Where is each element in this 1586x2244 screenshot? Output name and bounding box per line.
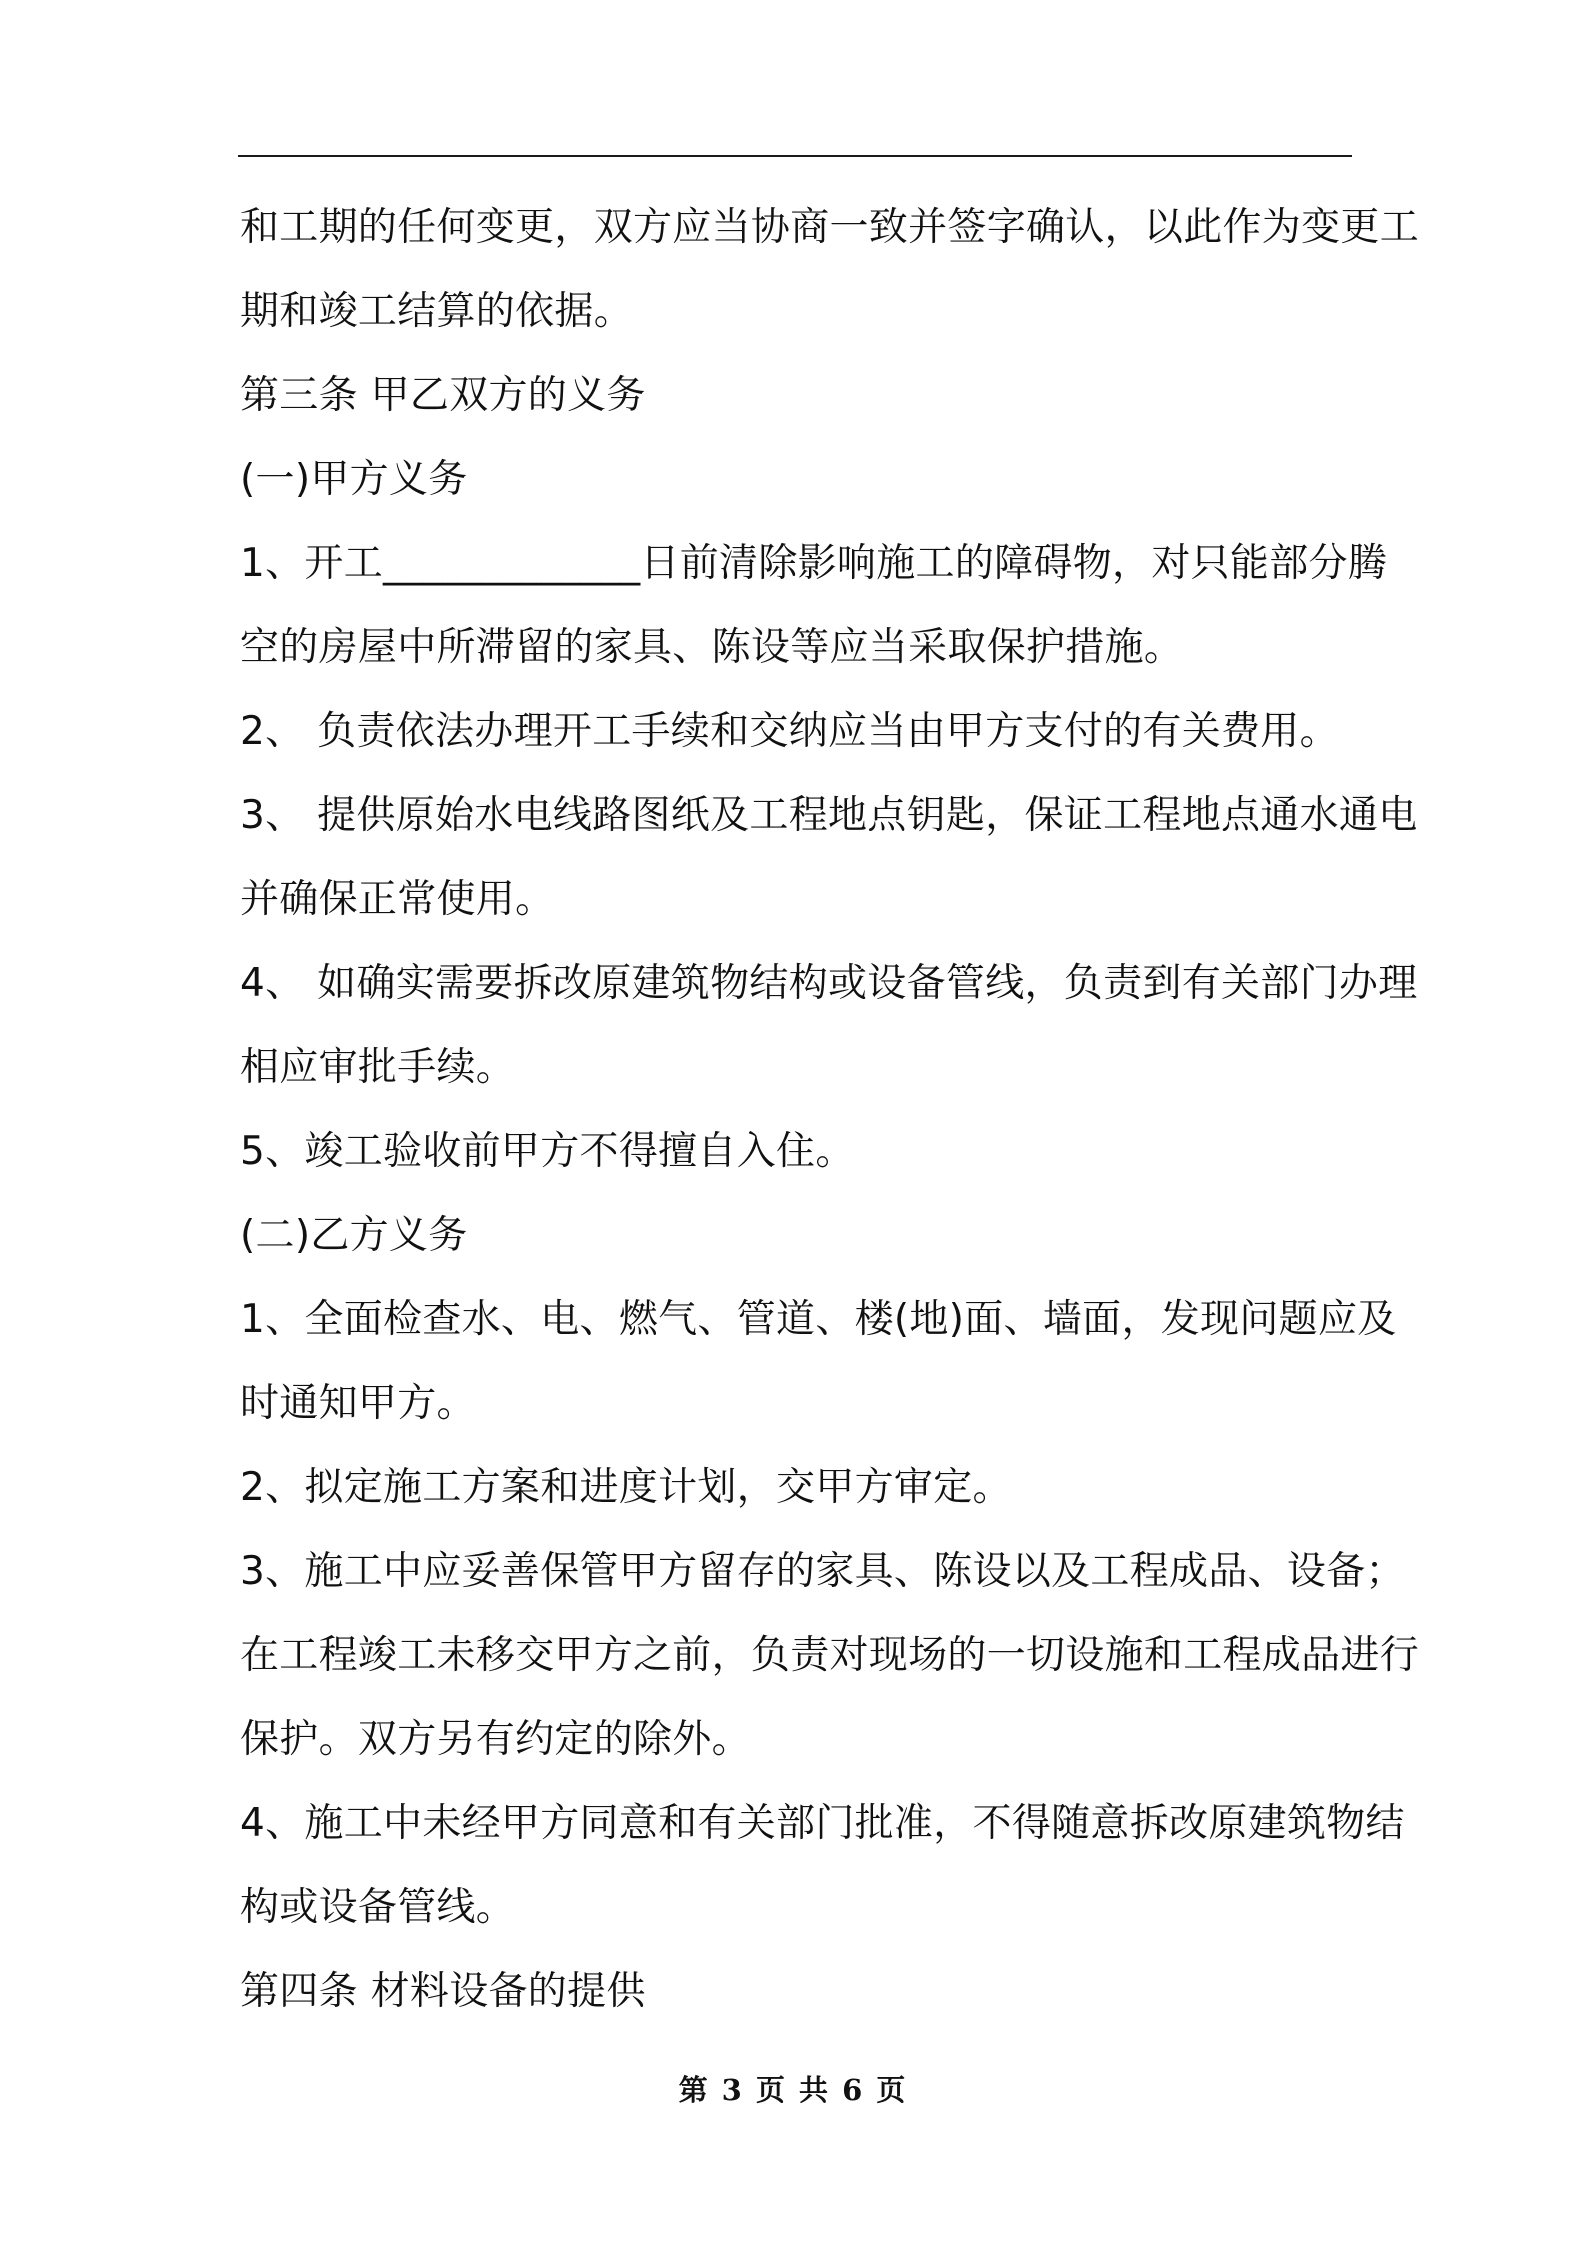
- text-line: 和工期的任何变更，双方应当协商一致并签字确认，以此作为变更工: [240, 205, 1420, 250]
- section-heading: 第三条 甲乙双方的义务: [240, 373, 646, 418]
- text-line: 时通知甲方。: [240, 1381, 476, 1426]
- text-line: 1、全面检查水、电、燃气、管道、楼(地)面、墙面，发现问题应及: [240, 1297, 1397, 1342]
- text-line: 保护。双方另有约定的除外。: [240, 1717, 751, 1762]
- text-line: 空的房屋中所滞留的家具、陈设等应当采取保护措施。: [240, 625, 1184, 670]
- subsection-heading: (一)甲方义务: [240, 457, 468, 502]
- text-line: 2、 负责依法办理开工手续和交纳应当由甲方支付的有关费用。: [240, 709, 1339, 754]
- text-line: 1、开工_____________日前清除影响施工的障碍物，对只能部分腾: [240, 541, 1388, 586]
- text-line: 4、施工中未经甲方同意和有关部门批准，不得随意拆改原建筑物结: [240, 1801, 1405, 1846]
- text-line: 2、拟定施工方案和进度计划，交甲方审定。: [240, 1465, 1012, 1510]
- text-line: 3、 提供原始水电线路图纸及工程地点钥匙，保证工程地点通水通电: [240, 793, 1418, 838]
- header-divider: [238, 155, 1352, 157]
- text-line: 5、竣工验收前甲方不得擅自入住。: [240, 1129, 855, 1174]
- section-heading: 第四条 材料设备的提供: [240, 1969, 646, 2014]
- text-line: 3、施工中应妥善保管甲方留存的家具、陈设以及工程成品、设备；: [240, 1549, 1405, 1594]
- text-line: 4、 如确实需要拆改原建筑物结构或设备管线，负责到有关部门办理: [240, 961, 1418, 1006]
- text-line: 构或设备管线。: [240, 1885, 516, 1930]
- text-line: 期和竣工结算的依据。: [240, 289, 634, 334]
- text-line: 在工程竣工未移交甲方之前，负责对现场的一切设施和工程成品进行: [240, 1633, 1420, 1678]
- subsection-heading: (二)乙方义务: [240, 1213, 468, 1258]
- text-line: 并确保正常使用。: [240, 877, 555, 922]
- text-line: 相应审批手续。: [240, 1045, 516, 1090]
- page-number: 第 3 页 共 6 页: [678, 2073, 908, 2107]
